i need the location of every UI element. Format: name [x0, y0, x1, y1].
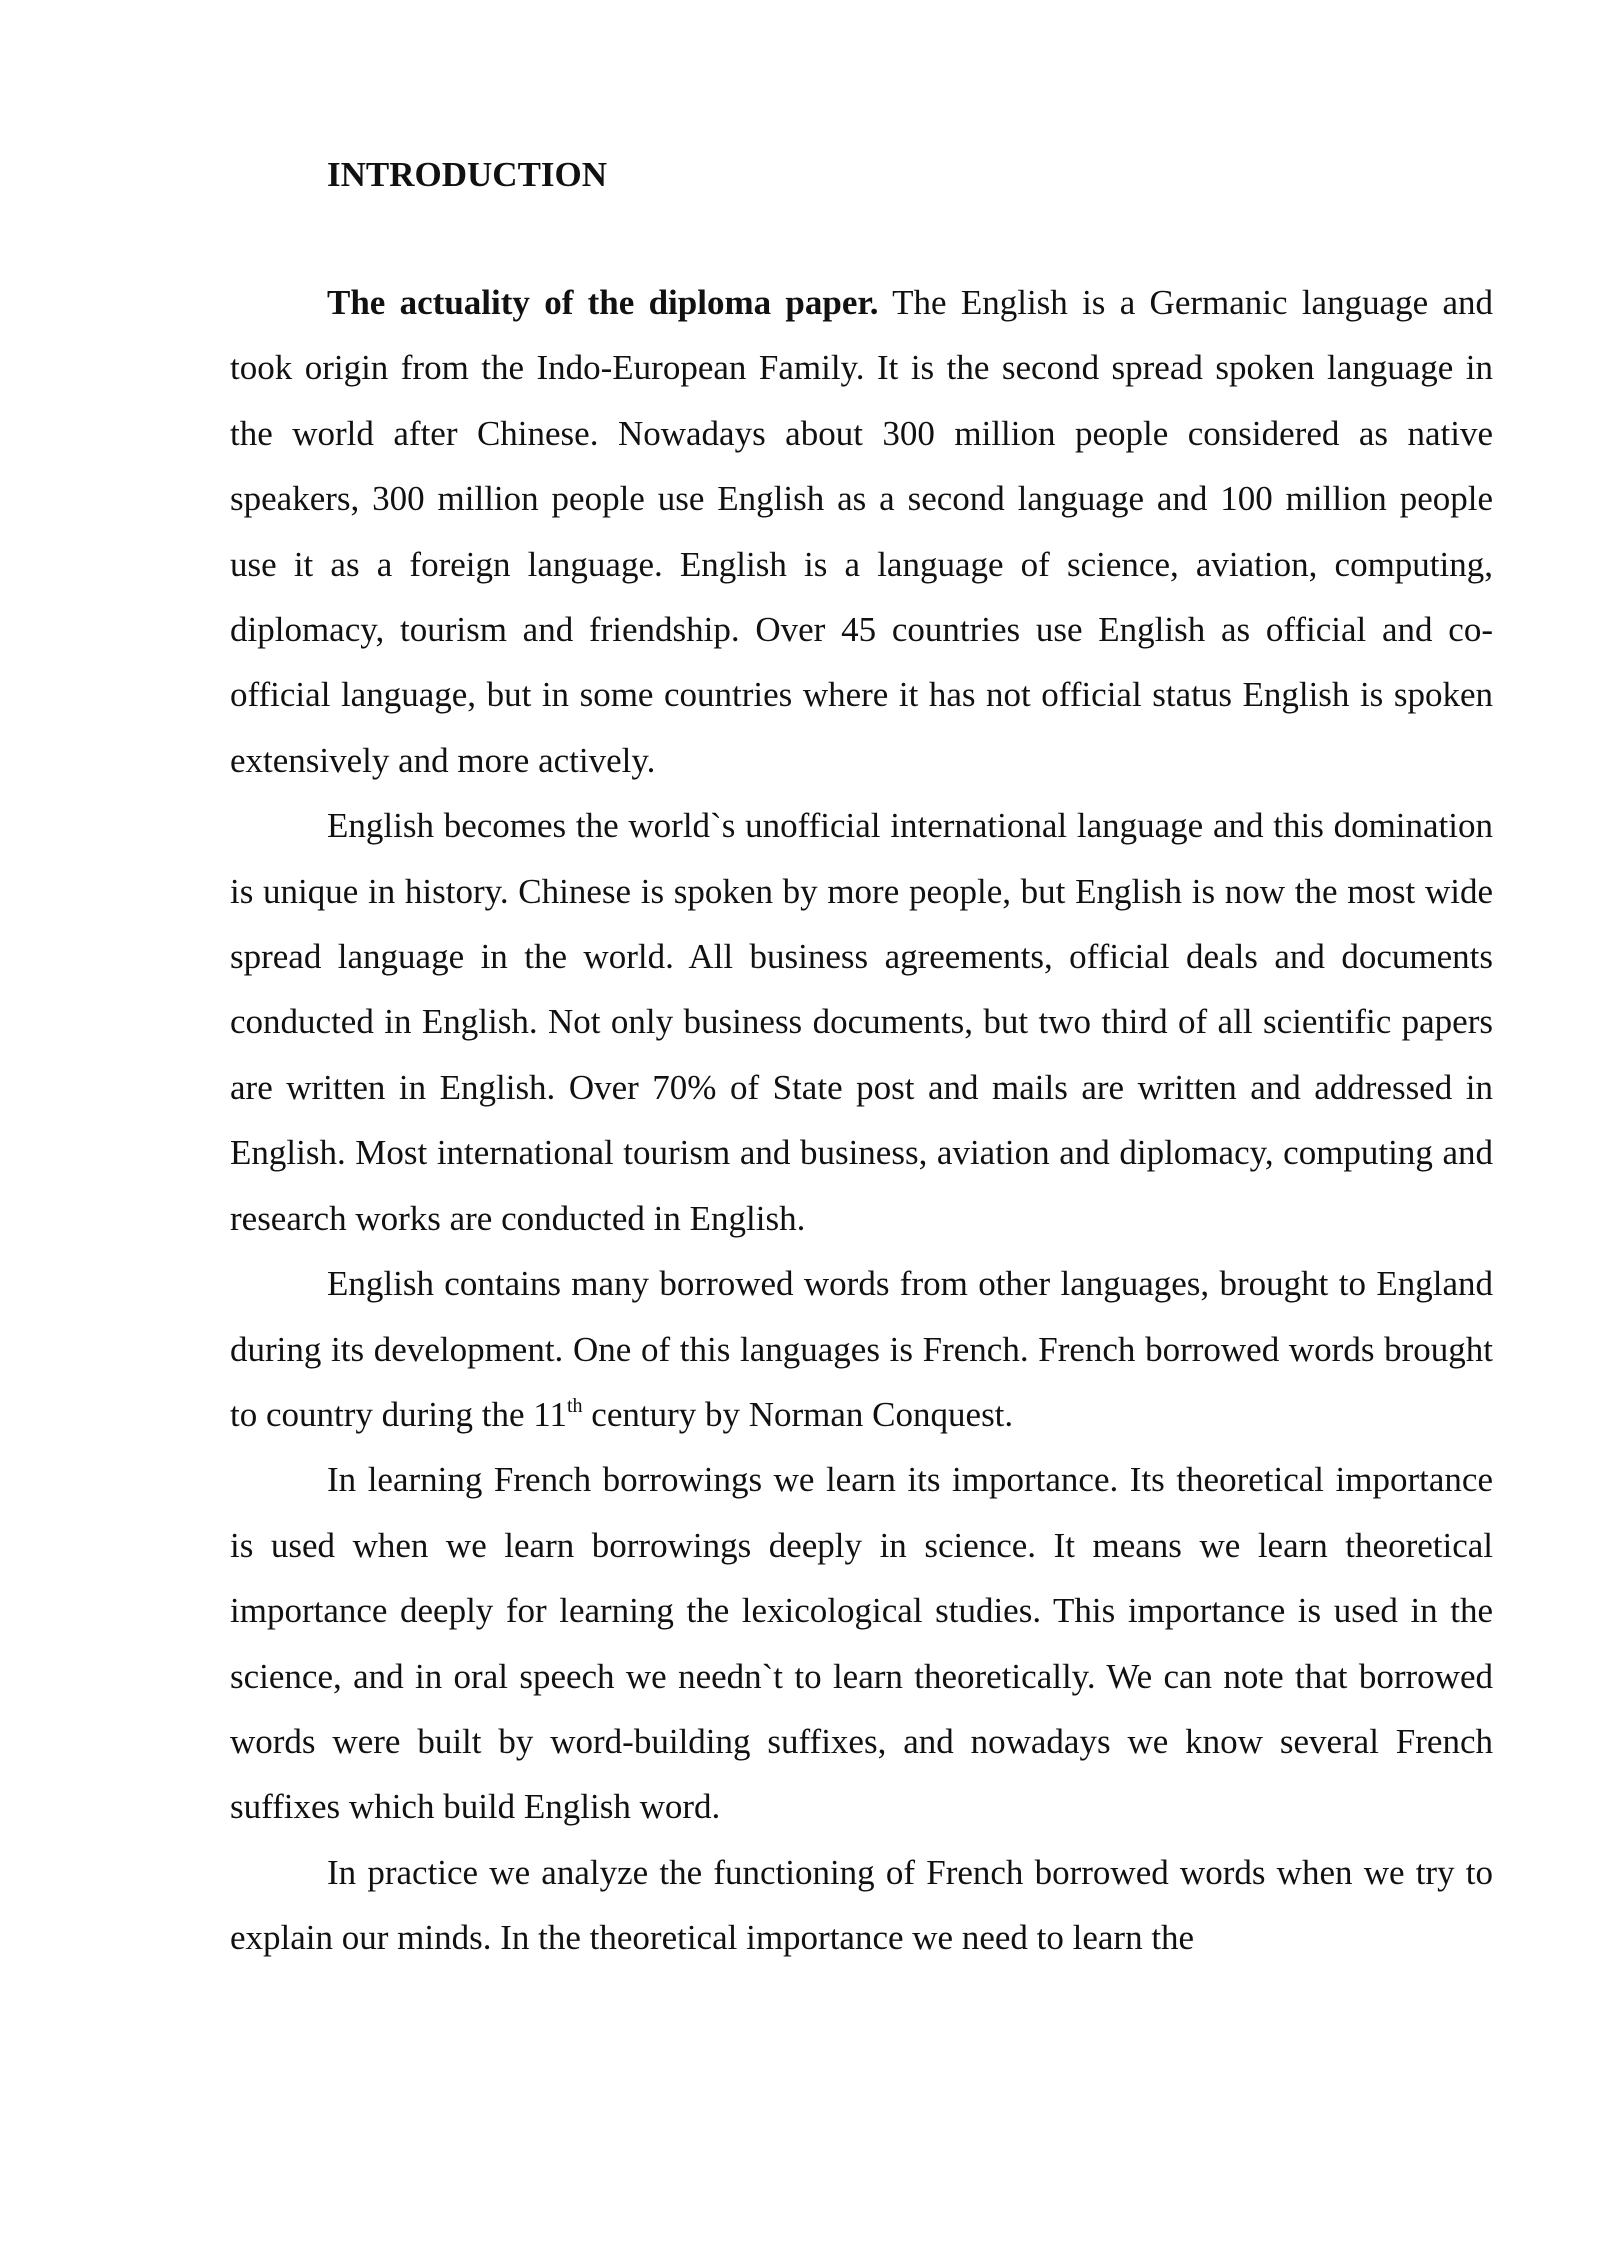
body-text: [230, 270, 1493, 1971]
paragraph-text: The English is a Germanic language and took origin from the Indo-European Family. It is the second spread spoken language in the world after Chinese. Nowadays about 300 million people considered as native speakers, 300 million people use English as a second language and 100 million people use it as a foreign language. English is a language of science, aviation, computing, diplomacy, tourism and friendship. Over 45 countries use English as official and co-official language, but in some countries where it has not official status English is spoken extensively and more actively.: [230, 283, 1493, 780]
paragraph-text: In practice we analyze the functioning of French borrowed words when we try to explain our minds. In the theoretical importance we need to learn the: [230, 1852, 1493, 1958]
paragraph-practice: [230, 1840, 1493, 1971]
page-content: [230, 140, 1493, 1971]
paragraph-lead-bold: The actuality of the diploma paper.: [327, 283, 879, 322]
superscript-ordinal: th: [566, 1394, 583, 1417]
paragraph-text: English becomes the world`s unofficial international language and this domination is unique in history. Chinese is spoken by more people, but English is now the most wide spread language in the world. All business agreements, official deals and documents conducted in English. Not only business documents, but two third of all scientific papers are written in English. Over 70% of State post and mails are written and addressed in English. Most international tourism and business, aviation and diplomacy, computing and research works are conducted in English.: [230, 806, 1493, 1238]
paragraph-theoretical-importance: [230, 1447, 1493, 1839]
paragraph-text: In learning French borrowings we learn its importance. Its theoretical importance is used when we learn borrowings deeply in science. It means we learn theoretical importance deeply for learning the lexicological studies. This importance is used in the science, and in oral speech we needn`t to learn theoretically. We can note that borrowed words were built by word-building suffixes, and nowadays we know several French suffixes which build English word.: [230, 1460, 1493, 1827]
paragraph-borrowed-words: [230, 1251, 1493, 1447]
section-heading: INTRODUCTION: [327, 155, 608, 194]
paragraph-actuality: [230, 270, 1493, 793]
paragraph-unofficial-language: [230, 793, 1493, 1251]
paragraph-text: century by Norman Conquest.: [582, 1394, 1014, 1434]
paragraph-text: English contains many borrowed words from other languages, brought to England during its development. One of this languages is French. French borrowed words brought to country during the 11: [230, 1264, 1493, 1434]
